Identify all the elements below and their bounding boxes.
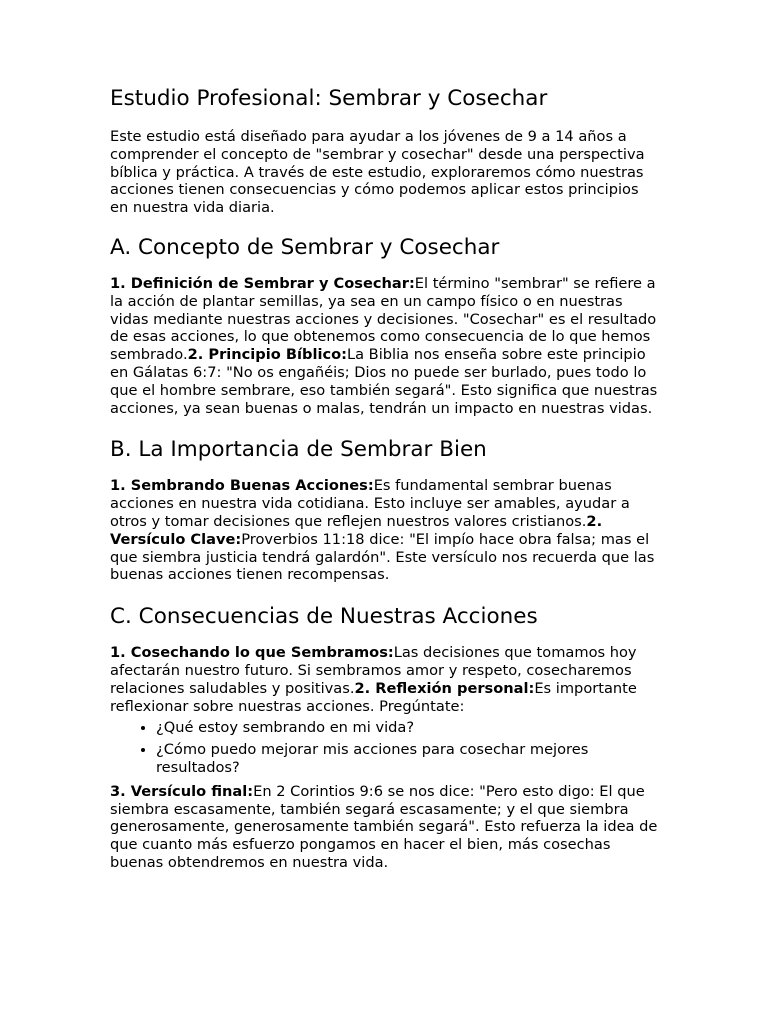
section-c-item3-text: En 2 Corintios 9:6 se nos dice: "Pero esto digo: El que siembra escasamente, también segará escasamente; y el que siembra generosamente, generosamente también segará". Esto refuerza la idea de que cuanto más esfuerzo pongamos en hacer el bien, más cosechas buenas obtendremos en nuestra vida. [110,782,658,871]
section-c-final-paragraph [110,783,659,872]
section-a-item1-label: 1. Definición de Sembrar y Cosechar: [110,274,415,292]
section-b-item1-label: 1. Sembrando Buenas Acciones: [110,477,374,495]
section-c-item1-text: Las decisiones que tomamos hoy afectarán nuestro futuro. Si sembramos amor y respeto, cosecharemos relaciones saludables y positivas. [110,644,637,697]
section-c-item1-label: 1. Cosechando lo que Sembramos: [110,644,394,662]
list-item: • ¿Cómo puedo mejorar mis acciones para cosechar mejores resultados? [156,741,659,777]
section-b-paragraph [110,477,659,584]
section-c-item2-text: Es importante reflexionar sobre nuestras acciones. Pregúntate: [110,679,637,715]
page-title: Estudio Profesional: Sembrar y Cosechar [110,86,548,111]
section-c-item2-label: 2. Reflexión personal: [354,679,535,697]
intro-paragraph: Este estudio está diseñado para ayudar a los jóvenes de 9 a 14 años a comprender el concepto de "sembrar y cosechar" desde una perspectiva bíblica y práctica. A través de este estudio, exploraremos cómo nuestras acciones tienen consecuencias y cómo podemos aplicar estos principios en nuestra vida diaria. [110,128,645,217]
section-a-paragraph [110,275,659,417]
reflection-questions-list [110,719,659,776]
list-item: • ¿Qué estoy sembrando en mi vida? [156,719,659,737]
document-page [110,86,659,872]
section-b-item2-text: Proverbios 11:18 dice: "El impío hace obra falsa; mas el que siembra justicia tendrá galardón". Este versículo nos recuerda que las buenas acciones tienen recompensas. [110,530,655,584]
section-a-heading: A. Concepto de Sembrar y Cosechar [110,234,500,260]
section-c-item3-label: 3. Versículo final: [110,782,254,800]
section-c-paragraph [110,644,659,715]
section-a-item2-label: 2. Principio Bíblico: [187,346,347,364]
section-a-item2-text: La Biblia nos enseña sobre este principio en Gálatas 6:7: "No os engañéis; Dios no puede ser burlado, pues todo lo que el hombre sembrare, eso también segará". Esto significa que nuestras acciones, ya sean buenas o malas, tendrán un impacto en nuestras vidas. [110,346,658,417]
section-b-item2-label: 2. Versículo Clave: [110,512,603,548]
section-b-item1-text: Es fundamental sembrar buenas acciones en nuestra vida cotidiana. Esto incluye ser amables, ayudar a otros y tomar decisiones que reflejen nuestros valores cristianos. [110,477,630,530]
section-c-heading: C. Consecuencias de Nuestras Acciones [110,604,538,630]
section-a-item1-text: El término "sembrar" se refiere a la acción de plantar semillas, ya sea en un campo físico o en nuestras vidas mediante nuestras acciones y decisiones. "Cosechar" es el resultado de esas acciones, lo que obtenemos como consecuencia de lo que hemos sembrado. [110,274,657,364]
section-b-heading: B. La Importancia de Sembrar Bien [110,437,487,463]
